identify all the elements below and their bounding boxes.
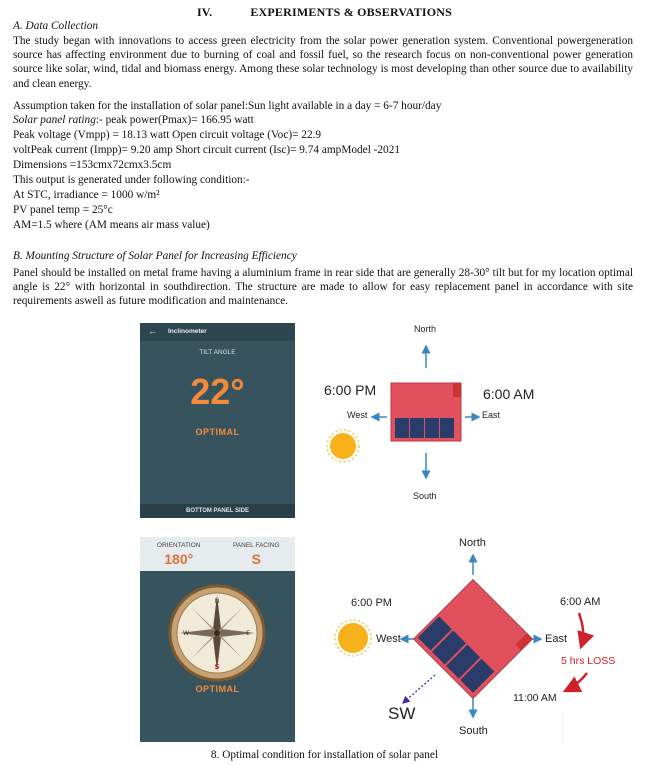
compass-header — [140, 537, 295, 571]
orientation-column — [140, 537, 218, 567]
facing-value: S — [251, 551, 261, 567]
rating-value: :- peak power(Pmax)= 166.95 watt — [95, 114, 254, 126]
dimensions-line: Dimensions =153cmx72cmx3.5cm — [13, 159, 172, 171]
orientation-status: OPTIMAL — [195, 684, 240, 694]
house-roof-icon — [391, 383, 461, 441]
east-label-1: East — [482, 410, 501, 420]
time-bottom-label: 11:00 AM — [513, 692, 557, 704]
orientation-value: 180° — [164, 551, 194, 567]
loss-arrow-left-icon — [565, 673, 587, 691]
north-label-2: North — [459, 537, 486, 549]
tilt-status: OPTIMAL — [195, 427, 240, 437]
sun-icon — [335, 620, 371, 656]
temperature-line: PV panel temp = 25°c — [13, 204, 113, 216]
app-bar — [140, 323, 295, 341]
section-title: EXPERIMENTS & OBSERVATIONS — [250, 5, 453, 19]
north-label-1: North — [414, 324, 437, 334]
time-left-label-1: 6:00 PM — [324, 382, 377, 398]
section-heading — [0, 5, 649, 20]
subsection-a-paragraph: The study began with innovations to access green electricity from the solar power generation system. Conventional powergeneration source has affecting environment due to burning of coal and fossil fuel, so the research focus on non-conventional power generation source like solar, wind, tidal and biomass energy. Among these solar technology is most developing than other source due to availability and clean energy. — [13, 35, 633, 90]
rotated-roof-icon — [414, 580, 533, 699]
tilt-angle-label: TILT ANGLE — [199, 349, 236, 356]
assumption-line: Assumption taken for the installation of solar panel:Sun light available in a day = 6-7 hour/day — [13, 100, 442, 112]
south-label-2: South — [459, 725, 488, 737]
facing-column — [218, 537, 296, 567]
sw-label: SW — [388, 704, 416, 723]
subsection-b-heading: B. Mounting Structure of Solar Panel for Increasing Efficiency — [13, 250, 297, 262]
time-right-label-1: 6:00 AM — [483, 386, 535, 402]
orientation-diagram-2 — [315, 535, 615, 745]
section-number: IV. — [196, 5, 213, 19]
time-right-label-2: 6:00 AM — [560, 596, 601, 608]
loss-label: 5 hrs LOSS — [561, 655, 616, 667]
app-title: Inclinometer — [168, 328, 207, 335]
airmass-line: AM=1.5 where (AM means air mass value) — [13, 219, 210, 231]
subsection-b-paragraph: Panel should be installed on metal frame having a aluminium frame in rear side that are generally 28-30° tilt but for my location optimal angle is 22° with horizontal in southdirection. The structure are made to allow for easy replacement panel in accordance with site requirements aswell as future modification and maintenance. — [13, 267, 633, 308]
compass-s: S — [214, 663, 220, 671]
loss-arrow-down-icon — [579, 613, 583, 647]
southwest-arrow-icon — [403, 675, 435, 703]
compass-icon — [167, 583, 267, 683]
compass-e: E — [246, 630, 250, 637]
rating-label: Solar panel rating — [13, 114, 96, 126]
subsection-a-heading: A. Data Collection — [13, 20, 99, 32]
inclinometer-screen — [140, 323, 295, 518]
east-label-2: East — [545, 633, 568, 645]
facing-label: PANEL FACING — [232, 542, 280, 549]
west-label-1: West — [347, 410, 368, 420]
bottom-panel-label: BOTTOM PANEL SIDE — [140, 504, 295, 518]
west-label-2: West — [376, 633, 401, 645]
condition-line: This output is generated under following condition:- — [13, 174, 250, 186]
voltage-line: Peak voltage (Vmpp) = 18.13 watt Open circuit voltage (Voc)= 22.9 — [13, 129, 322, 141]
back-arrow-icon[interactable]: ← — [148, 326, 157, 336]
tilt-angle-value: 22° — [190, 371, 245, 412]
compass-n: N — [214, 598, 220, 605]
current-line: voltPeak current (Impp)= 9.20 amp Short circuit current (Isc)= 9.74 ampModel -2021 — [13, 144, 401, 156]
compass-screen — [140, 537, 295, 742]
south-label-1: South — [413, 491, 437, 501]
figure-caption: 8. Optimal condition for installation of solar panel — [210, 749, 439, 761]
compass-w: W — [183, 630, 189, 637]
orientation-label: ORIENTATION — [157, 542, 201, 549]
sun-icon — [327, 430, 359, 462]
time-left-label-2: 6:00 PM — [351, 597, 392, 609]
irradiance-line: At STC, irradiance = 1000 w/m² — [13, 189, 160, 201]
rating-line — [13, 113, 254, 127]
